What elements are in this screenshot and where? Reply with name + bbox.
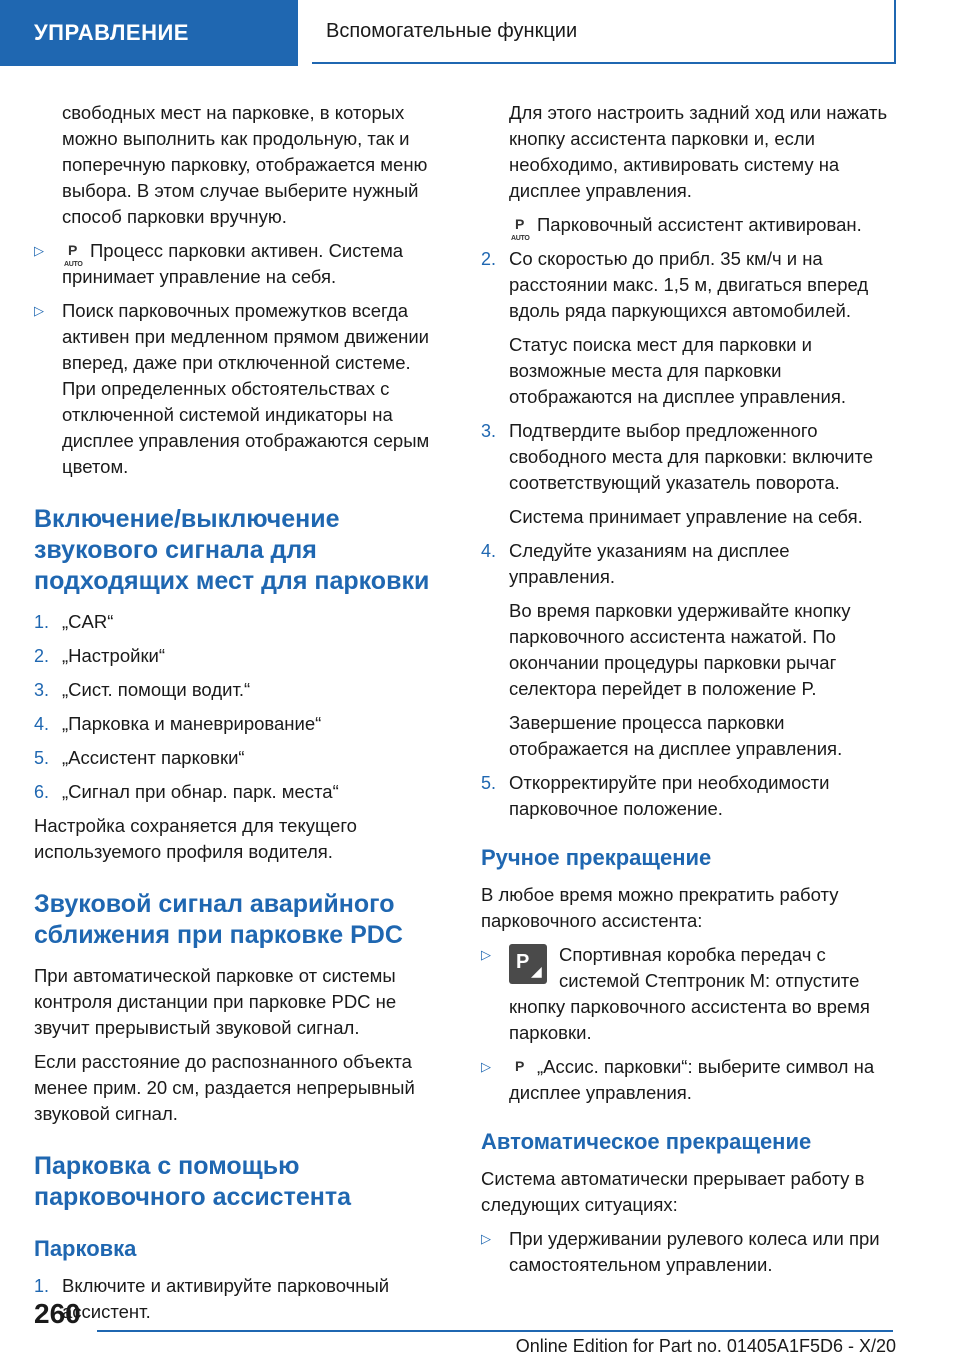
step-number: 2. [34,646,50,666]
step-text: „Настройки“ [62,645,166,666]
triangle-bullet-icon: ▷ [481,947,491,962]
bullet-search-active [34,298,446,480]
step-item [34,1273,446,1325]
parking-auto-icon: P AUTO [511,216,530,242]
step-note: Статус поиска мест для парковки и возможные места для парковки отображаются на дисплее управления. [509,334,847,407]
step-number: 1. [34,612,50,632]
right-intro: Для этого настроить задний ход или нажать кнопку ассистента парковки и, если необходимо, активировать систему на дисплее управления. [509,102,888,201]
step-number: 3. [481,421,497,441]
assistant-active-line [481,212,897,242]
step-number: 5. [481,773,497,793]
step-number: 4. [481,541,497,561]
step-text: „CAR“ [62,611,114,632]
step-text: Со скоростью до прибл. 35 км/ч и на расстоянии макс. 1,5 м, двигаться вперед вдоль ряда паркующихся автомобилей. [509,248,869,321]
step-item [34,677,446,703]
chapter-title: Вспомогательные функции [326,19,578,42]
step-item [481,246,897,324]
parking-symbol-icon: P [515,1058,525,1074]
triangle-bullet-icon: ▷ [481,1059,491,1074]
step-text: Подтвердите выбор предложенного свободного места для парковки: включите соответствующий указатель поворота. [509,420,874,493]
section-tab [0,0,298,66]
step-item [481,538,897,590]
step-item [34,745,446,771]
step-number: 2. [481,249,497,269]
section-title: УПРАВЛЕНИЕ [34,20,189,45]
manual-paragraph: В любое время можно прекратить работу парковочного ассистента: [481,884,839,931]
bullet-text: Поиск парковочных промежутков всегда активен при медленном прямом движении вперед, даже при отключенной системе. При определенных обстоятельствах с отключенной системой индикаторы на дисплее управления отображаются серым цветом. [62,300,430,477]
intro-paragraph: свободных мест на парковке, в которых можно выполнить как продольную, так и поперечную парковку, отображается меню выбора. В этом случае выберите нужный способ парковки вручную. [62,102,428,227]
step-item [481,770,897,822]
auto-paragraph: Система автоматически прерывает работу в следующих ситуациях: [481,1168,865,1215]
page-number: 260 [34,1298,81,1329]
bullet-steering-hold [481,1226,897,1278]
step-number: 6. [34,782,50,802]
step-note: Во время парковки удерживайте кнопку парковочного ассистента нажатой. По окончании процедуры парковки рычаг селектора перейдет в положение P. [509,600,851,699]
bullet-text: Процесс парковки активен. Система принимает управление на себя. [62,240,404,287]
assistant-active-text: Парковочный ассистент активирован. [537,214,862,235]
heading-manual-stop: Ручное прекращение [481,845,712,870]
step-number: 1. [34,1276,50,1296]
footer-edition: Online Edition for Part no. 01405A1F5D6 - X/20 [515,1336,896,1356]
step-number: 5. [34,748,50,768]
step-text: „Ассистент парковки“ [62,747,245,768]
footer-divider [97,1330,893,1332]
heading-auto-stop: Автоматическое прекращение [481,1129,812,1154]
triangle-bullet-icon: ▷ [481,1231,491,1246]
bullet-text: „Ассис. парковки“: выберите символ на дисплее управления. [509,1056,875,1103]
step-item [34,609,446,635]
heading-pdc: Звуковой сигнал аварийного сближения при парковке PDC [34,890,403,949]
chapter-header [312,0,896,64]
parking-auto-icon: P AUTO [64,242,83,268]
step-note: Система принимает управление на себя. [509,506,863,527]
step-item [34,779,446,805]
step-text: Следуйте указаниям на дисплее управления. [509,540,790,587]
step-text: „Парковка и маневрирование“ [62,713,322,734]
pdc-paragraph-2: Если расстояние до распознанного объекта менее прим. 20 см, раздается непрерывный звуковой сигнал. [34,1051,415,1124]
parking-assistant-button-icon: P ◢ [509,944,547,984]
step-text: „Сист. помощи водит.“ [62,679,251,700]
pdc-paragraph-1: При автоматической парковке от системы контроля дистанции при парковке PDC не звучит прерывистый звуковой сигнал. [34,965,397,1038]
step-number: 4. [34,714,50,734]
step-text: „Сигнал при обнар. парк. места“ [62,781,339,802]
bullet-text: Спортивная коробка передач с системой Стептроник M: отпустите кнопку парковочного ассистента во время парковки. [509,944,870,1043]
step-item [481,418,897,496]
triangle-bullet-icon: ▷ [34,303,44,318]
step-number: 3. [34,680,50,700]
bullet-text: При удерживании рулевого колеса или при самостоятельном управлении. [509,1228,880,1275]
heading-sound-toggle: Включение/выключение звукового сигнала для подходящих мест для парковки [34,505,430,595]
bullet-process-active [34,238,446,290]
step-item [34,643,446,669]
step-text: Включите и активируйте парковочный ассистент. [62,1275,390,1322]
step-note: Завершение процесса парковки отображается на дисплее управления. [509,712,843,759]
step-text: Откорректируйте при необходимости парковочное положение. [509,772,830,819]
triangle-bullet-icon: ▷ [34,243,44,258]
left-column [34,100,446,1333]
heading-parking: Парковка [34,1236,137,1261]
bullet-steptronic [481,942,897,1046]
right-column [481,100,897,1286]
profile-note: Настройка сохраняется для текущего используемого профиля водителя. [34,815,357,862]
bullet-assist-menu [481,1054,897,1106]
heading-assistant-parking: Парковка с помощью парковочного ассистента [34,1152,351,1211]
step-item [34,711,446,737]
